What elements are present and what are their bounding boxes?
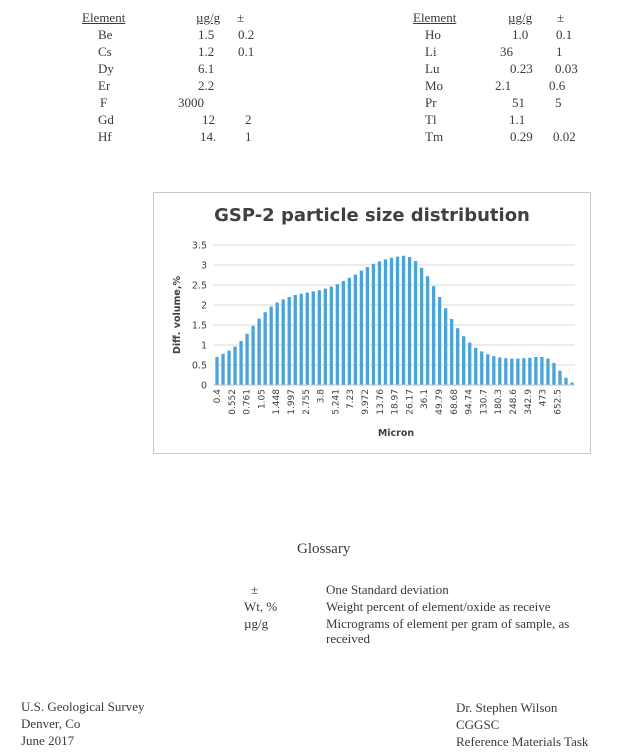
bar (432, 286, 435, 385)
bar (245, 334, 248, 385)
bar (408, 257, 411, 385)
x-tick-label: 473 (538, 389, 549, 407)
x-tick-label: 0.4 (213, 389, 223, 404)
bar (438, 297, 441, 385)
bar (564, 378, 567, 385)
left-row-element: Cs (98, 44, 112, 59)
right-row-unc: 5 (555, 95, 562, 110)
chart-plot (154, 193, 590, 453)
bar (468, 343, 471, 385)
y-tick-label: 3 (200, 260, 207, 272)
bar (444, 308, 447, 385)
bar (516, 359, 519, 385)
bar (354, 275, 357, 385)
y-tick-label: 1.5 (191, 320, 207, 332)
right-row-unc: 0.1 (556, 27, 573, 42)
bar (276, 303, 279, 385)
footer-author: Dr. Stephen Wilson (456, 700, 558, 715)
bar (534, 357, 537, 385)
bar (510, 359, 513, 385)
x-tick-label: 9.972 (361, 389, 371, 415)
bar (540, 357, 543, 385)
left-header-conc: µg/g (196, 10, 221, 25)
x-tick-label: 5.241 (331, 389, 342, 415)
right-row-conc: 1.0 (512, 27, 529, 42)
bar (312, 291, 315, 385)
right-row-element: Mo (425, 78, 444, 93)
footer-date: June 2017 (21, 733, 75, 748)
x-tick-label: 248.6 (509, 389, 519, 415)
glossary-term: ± (251, 582, 259, 597)
bar (288, 297, 291, 385)
left-row-unc: 0.1 (238, 44, 255, 59)
right-row-element: Tm (425, 129, 444, 144)
right-row-element: Pr (425, 95, 437, 110)
glossary-definition: Weight percent of element/oxide as receive (326, 599, 551, 614)
left-row-unc: 0.2 (238, 27, 255, 42)
bar (318, 290, 321, 385)
y-axis-label: Diff. volume,% (172, 276, 183, 354)
footer-task: Reference Materials Task (456, 734, 589, 749)
bar (300, 294, 303, 385)
x-tick-label: 0.552 (227, 389, 238, 415)
footer-city: Denver, Co (21, 716, 81, 731)
right-row-element: Li (425, 44, 437, 59)
x-tick-label: 1.997 (287, 389, 297, 415)
right-row-unc: 0.03 (555, 61, 578, 76)
x-tick-label: 68.68 (449, 389, 460, 415)
left-row-element: F (100, 95, 108, 110)
left-row-element: Gd (98, 112, 114, 127)
bar (396, 257, 399, 385)
x-tick-label: 342.9 (523, 389, 534, 415)
x-tick-label: 3.8 (316, 389, 327, 404)
right-row-unc: 0.02 (553, 129, 576, 144)
x-tick-label: 1.448 (272, 389, 283, 415)
glossary-term: Wt, % (244, 599, 278, 614)
x-tick-label: 652.5 (553, 389, 564, 415)
glossary-definition: One Standard deviation (326, 582, 449, 597)
y-tick-label: 2.5 (191, 280, 207, 292)
footer-unit: CGGSC (456, 717, 500, 732)
x-tick-label: 18.97 (390, 389, 401, 415)
x-tick-label: 49.79 (435, 389, 445, 415)
bar (450, 319, 453, 385)
bar (360, 271, 363, 385)
x-tick-label: 13.76 (375, 389, 386, 415)
bar (251, 326, 254, 385)
chart-title: GSP-2 particle size distribution (214, 205, 530, 226)
bar (528, 358, 531, 385)
left-row-conc: 6.1 (198, 61, 215, 76)
glossary-term: µg/g (244, 616, 269, 631)
left-row-conc: 2.2 (198, 78, 215, 93)
right-row-unc: 1 (556, 44, 563, 59)
bar (294, 295, 297, 385)
right-header-unc: ± (557, 10, 565, 25)
bar (233, 347, 236, 385)
right-header-element: Element (413, 10, 457, 25)
left-row-element: Be (98, 27, 113, 42)
particle-size-chart (153, 192, 591, 454)
bar (492, 356, 495, 385)
right-row-conc: 51 (512, 95, 525, 110)
bar (456, 328, 459, 385)
y-tick-label: 2 (200, 300, 207, 312)
right-row-conc: 1.1 (509, 112, 526, 127)
y-tick-label: 0.5 (191, 360, 207, 372)
bar (348, 278, 351, 385)
bar (257, 319, 260, 385)
bar (498, 357, 501, 385)
bar (221, 354, 224, 385)
left-row-conc: 3000 (178, 95, 204, 110)
bar (372, 264, 375, 385)
bar (342, 281, 345, 385)
left-header-unc: ± (237, 10, 245, 25)
x-tick-label: 0.761 (242, 389, 253, 415)
bar (426, 276, 429, 385)
x-tick-label: 26.17 (405, 389, 416, 415)
left-row-conc: 14. (200, 129, 217, 144)
bar (558, 371, 561, 385)
bar (215, 357, 218, 385)
bar (270, 307, 273, 385)
left-row-conc: 12 (202, 112, 215, 127)
bar (324, 289, 327, 385)
bar (366, 267, 369, 385)
right-row-conc: 2.1 (495, 78, 512, 93)
bar (486, 354, 489, 385)
y-tick-label: 3.5 (191, 240, 207, 252)
left-row-conc: 1.2 (198, 44, 215, 59)
bar (336, 284, 339, 385)
bar (504, 358, 507, 385)
right-row-unc: 0.6 (549, 78, 566, 93)
left-row-element: Dy (98, 61, 114, 76)
left-row-unc: 1 (245, 129, 252, 144)
bar (402, 256, 405, 385)
bar (282, 299, 285, 385)
bar (239, 341, 242, 385)
right-header-conc: µg/g (508, 10, 533, 25)
x-tick-label: 7.23 (346, 389, 357, 410)
glossary-definition: Micrograms of element per gram of sample, as received (326, 616, 570, 646)
right-row-conc: 0.29 (510, 129, 533, 144)
x-axis-label: Micron (377, 428, 415, 439)
footer-org: U.S. Geological Survey (21, 699, 145, 714)
x-tick-label: 36.1 (420, 389, 431, 410)
bar (306, 293, 309, 385)
x-tick-label: 180.3 (494, 389, 505, 415)
x-tick-label: 130.7 (479, 389, 490, 415)
glossary-title: Glossary (297, 541, 351, 557)
bar (390, 258, 393, 385)
bar (384, 259, 387, 385)
left-row-element: Er (98, 78, 111, 93)
y-tick-label: 1 (200, 340, 207, 352)
x-tick-label: 94.74 (464, 389, 475, 415)
right-row-element: Tl (425, 112, 437, 127)
bar (546, 359, 549, 385)
right-row-element: Ho (425, 27, 441, 42)
left-row-element: Hf (98, 129, 112, 144)
left-row-unc: 2 (245, 112, 252, 127)
bar (474, 348, 477, 385)
left-row-conc: 1.5 (198, 27, 215, 42)
bar (414, 261, 417, 385)
right-row-element: Lu (425, 61, 440, 76)
bar (330, 287, 333, 385)
bar (263, 312, 266, 385)
x-tick-label: 2.755 (301, 389, 312, 415)
left-header-element: Element (82, 10, 126, 25)
bar (522, 358, 525, 385)
bar (462, 336, 465, 385)
bar (480, 351, 483, 385)
bar (552, 363, 555, 385)
right-row-conc: 0.23 (510, 61, 533, 76)
x-tick-label: 1.05 (257, 389, 268, 410)
bar (378, 261, 381, 385)
right-row-conc: 36 (500, 44, 513, 59)
bar (420, 268, 423, 385)
y-tick-label: 0 (200, 380, 207, 392)
bar (227, 351, 230, 385)
